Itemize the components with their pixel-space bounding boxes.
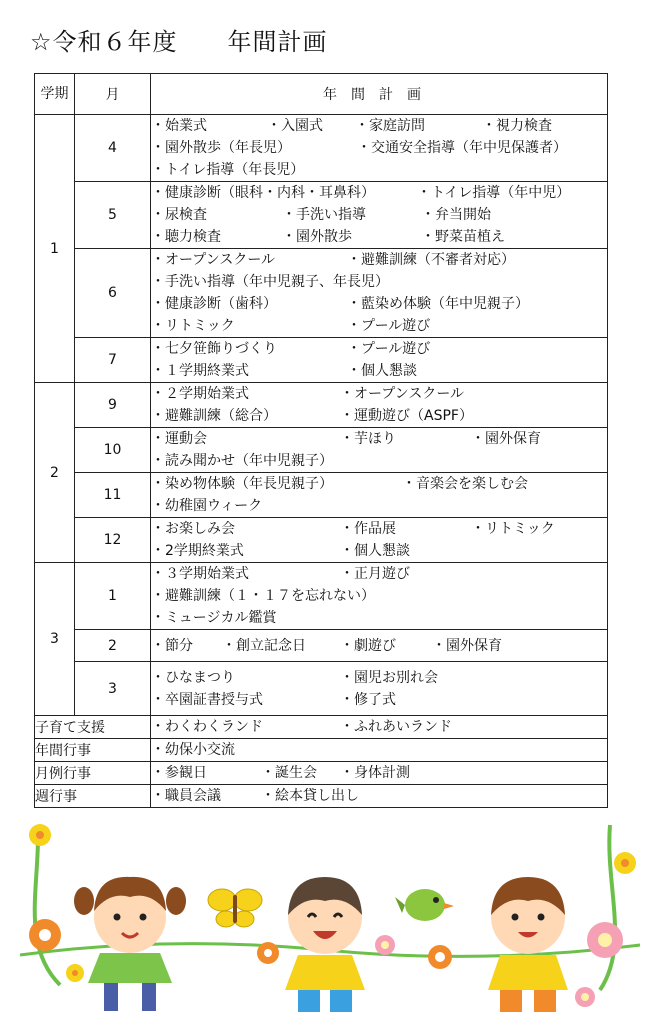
- flower-orange-icon: [428, 945, 452, 969]
- plan-line: [151, 667, 607, 689]
- plan-line: [151, 137, 607, 159]
- plan-item: ・避難訓練（１・１７を忘れない）: [151, 588, 375, 604]
- butterfly-icon: [208, 889, 262, 927]
- plan-item: ・芋ほり: [340, 431, 396, 447]
- month-row: [35, 428, 608, 473]
- plan-line: [151, 585, 607, 607]
- plan-item: ・避難訓練（不審者対応）: [347, 252, 515, 268]
- flower-pink-icon: [575, 987, 595, 1007]
- plan-line: [151, 450, 607, 472]
- plan-item: ・プール遊び: [347, 341, 431, 357]
- plan-line: [151, 226, 607, 248]
- plan-item: ・職員会議: [151, 788, 221, 804]
- plan-item: ・ミュージカル鑑賞: [151, 610, 277, 626]
- plan-item: ・運動会: [151, 431, 207, 447]
- plan-item: ・園外保育: [432, 637, 502, 654]
- plan-item: ・ふれあいランド: [340, 719, 452, 735]
- plan-items-cell: [151, 182, 608, 249]
- plan-line: [151, 271, 607, 293]
- plan-items-cell: [151, 630, 608, 662]
- plan-item: ・オープンスクール: [340, 386, 465, 402]
- plan-line: [151, 635, 607, 657]
- plan-line: [151, 249, 607, 271]
- header-month: 月: [75, 74, 151, 115]
- plan-line: [151, 428, 607, 450]
- plan-item: ・家庭訪問: [355, 118, 425, 134]
- plan-line: [151, 293, 607, 315]
- plan-line: [151, 405, 607, 427]
- month-row: [35, 338, 608, 383]
- month-cell: 11: [75, 473, 151, 518]
- plan-line: [151, 689, 607, 711]
- plan-item: ・園児お別れ会: [340, 669, 438, 686]
- plan-item: ・トイレ指導（年長児）: [151, 162, 305, 178]
- extra-label-cell: 子育て支援: [35, 716, 151, 739]
- plan-item: ・視力検査: [482, 118, 552, 134]
- plan-line: [151, 563, 607, 585]
- plan-item: ・修了式: [340, 691, 396, 708]
- month-cell: 10: [75, 428, 151, 473]
- plan-line: [151, 315, 607, 337]
- plan-item: ・七夕笹飾りづくり: [151, 341, 277, 357]
- plan-line: [151, 115, 607, 137]
- plan-item: ・劇遊び: [340, 637, 396, 654]
- plan-item: ・１学期終業式: [151, 363, 249, 379]
- boy-character-icon: [488, 877, 568, 1012]
- plan-item: ・作品展: [340, 521, 396, 537]
- plan-items-cell: [151, 518, 608, 563]
- plan-line: [151, 762, 607, 784]
- plan-item: ・わくわくランド: [151, 719, 263, 735]
- month-cell: 12: [75, 518, 151, 563]
- flower-yellow-icon: [614, 852, 636, 874]
- month-cell: 4: [75, 115, 151, 182]
- month-row: [35, 383, 608, 428]
- month-row: [35, 182, 608, 249]
- extra-label-cell: 年間行事: [35, 739, 151, 762]
- children-illustration: [0, 805, 650, 1023]
- plan-item: ・誕生会: [261, 765, 317, 781]
- plan-items-cell: [151, 662, 608, 716]
- month-row: [35, 563, 608, 630]
- month-row: [35, 518, 608, 563]
- plan-item: ・ひなまつり: [151, 669, 235, 686]
- month-cell: 5: [75, 182, 151, 249]
- annual-plan-table: [34, 73, 608, 808]
- plan-line: [151, 338, 607, 360]
- plan-item: ・野菜苗植え: [421, 229, 505, 245]
- plan-line: [151, 607, 607, 629]
- plan-item: ・園外散歩（年長児）: [151, 140, 291, 156]
- plan-item: ・お楽しみ会: [151, 521, 235, 537]
- plan-item: ・聴力検査: [151, 229, 221, 245]
- plan-item: ・避難訓練（総合）: [151, 408, 277, 424]
- plan-line: [151, 785, 607, 807]
- extra-label-cell: 月例行事: [35, 762, 151, 785]
- plan-item: ・幼保小交流: [151, 742, 235, 758]
- plan-items-cell: [151, 115, 608, 182]
- extra-row: [35, 762, 608, 785]
- plan-item: ・染め物体験（年長児親子）: [151, 476, 333, 492]
- plan-item: ・健康診断（眼科・内科・耳鼻科）: [151, 185, 375, 201]
- plan-item: ・参観日: [151, 765, 207, 781]
- plan-item: ・身体計測: [340, 765, 410, 781]
- plan-item: ・弁当開始: [421, 207, 491, 223]
- term-cell: 2: [35, 383, 75, 563]
- plan-item: ・園外散歩: [282, 229, 352, 245]
- term-cell: 3: [35, 563, 75, 716]
- flower-orange-icon: [29, 919, 61, 951]
- extra-items-cell: [151, 739, 608, 762]
- table-header-row: [35, 74, 608, 115]
- plan-items-cell: [151, 428, 608, 473]
- plan-line: [151, 473, 607, 495]
- plan-line: [151, 518, 607, 540]
- flower-pink-icon: [375, 935, 395, 955]
- plan-item: ・幼稚園ウィーク: [151, 498, 263, 514]
- plan-items-cell: [151, 473, 608, 518]
- bird-icon: [395, 889, 454, 921]
- plan-item: ・交通安全指導（年中児保護者）: [357, 140, 567, 156]
- plan-item: ・２学期始業式: [151, 386, 249, 402]
- extra-items-cell: [151, 762, 608, 785]
- plan-item: ・個人懇談: [347, 363, 417, 379]
- plan-item: ・読み聞かせ（年中児親子）: [151, 453, 333, 469]
- plan-item: ・手洗い指導: [282, 207, 366, 223]
- plan-items-cell: [151, 338, 608, 383]
- term-cell: 1: [35, 115, 75, 383]
- plan-item: ・リトミック: [151, 318, 235, 334]
- plan-line: [151, 383, 607, 405]
- page-title: ☆令和６年度 年間計画: [30, 28, 328, 56]
- plan-line: [151, 716, 607, 738]
- extra-row: [35, 739, 608, 762]
- month-row: [35, 630, 608, 662]
- month-row: [35, 249, 608, 338]
- plan-item: ・個人懇談: [340, 543, 410, 559]
- plan-item: ・園外保育: [471, 431, 541, 447]
- plan-line: [151, 495, 607, 517]
- month-row: [35, 473, 608, 518]
- plan-line: [151, 159, 607, 181]
- plan-line: [151, 182, 607, 204]
- plan-line: [151, 360, 607, 382]
- extra-items-cell: [151, 716, 608, 739]
- month-cell: 3: [75, 662, 151, 716]
- month-cell: 7: [75, 338, 151, 383]
- month-row: [35, 662, 608, 716]
- plan-item: ・手洗い指導（年中児親子、年長児）: [151, 274, 389, 290]
- month-cell: 9: [75, 383, 151, 428]
- month-row: [35, 115, 608, 182]
- boy-character-icon: [285, 877, 365, 1012]
- plan-item: ・卒園証書授与式: [151, 691, 263, 708]
- plan-item: ・創立記念日: [222, 637, 306, 654]
- plan-item: ・トイレ指導（年中児）: [417, 185, 571, 201]
- plan-items-cell: [151, 563, 608, 630]
- flower-orange-icon: [257, 942, 279, 964]
- extra-label-cell: 週行事: [35, 785, 151, 808]
- plan-item: ・始業式: [151, 118, 207, 134]
- plan-item: ・節分: [151, 637, 193, 654]
- plan-item: ・３学期始業式: [151, 566, 249, 582]
- header-term: 学期: [35, 74, 75, 115]
- flower-yellow-icon: [66, 964, 84, 982]
- plan-item: ・藍染め体験（年中児親子）: [347, 296, 529, 312]
- plan-items-cell: [151, 249, 608, 338]
- month-cell: 1: [75, 563, 151, 630]
- month-cell: 6: [75, 249, 151, 338]
- plan-item: ・運動遊び（ASPF）: [340, 408, 473, 424]
- plan-item: ・尿検査: [151, 207, 207, 223]
- plan-line: [151, 204, 607, 226]
- plan-item: ・入園式: [267, 118, 323, 134]
- month-cell: 2: [75, 630, 151, 662]
- flower-pink-icon: [587, 922, 623, 958]
- header-plan: 年間計画: [151, 74, 608, 115]
- plan-item: ・リトミック: [471, 521, 555, 537]
- extra-row: [35, 716, 608, 739]
- flower-yellow-icon: [29, 824, 51, 846]
- plan-item: ・音楽会を楽しむ会: [402, 476, 528, 492]
- plan-item: ・正月遊び: [340, 566, 410, 582]
- plan-item: ・絵本貸し出し: [261, 788, 359, 804]
- plan-line: [151, 540, 607, 562]
- plan-line: [151, 739, 607, 761]
- plan-item: ・健康診断（歯科）: [151, 296, 277, 312]
- plan-item: ・オープンスクール: [151, 252, 276, 268]
- plan-items-cell: [151, 383, 608, 428]
- plan-item: ・プール遊び: [347, 318, 431, 334]
- plan-item: ・2学期終業式: [151, 543, 244, 559]
